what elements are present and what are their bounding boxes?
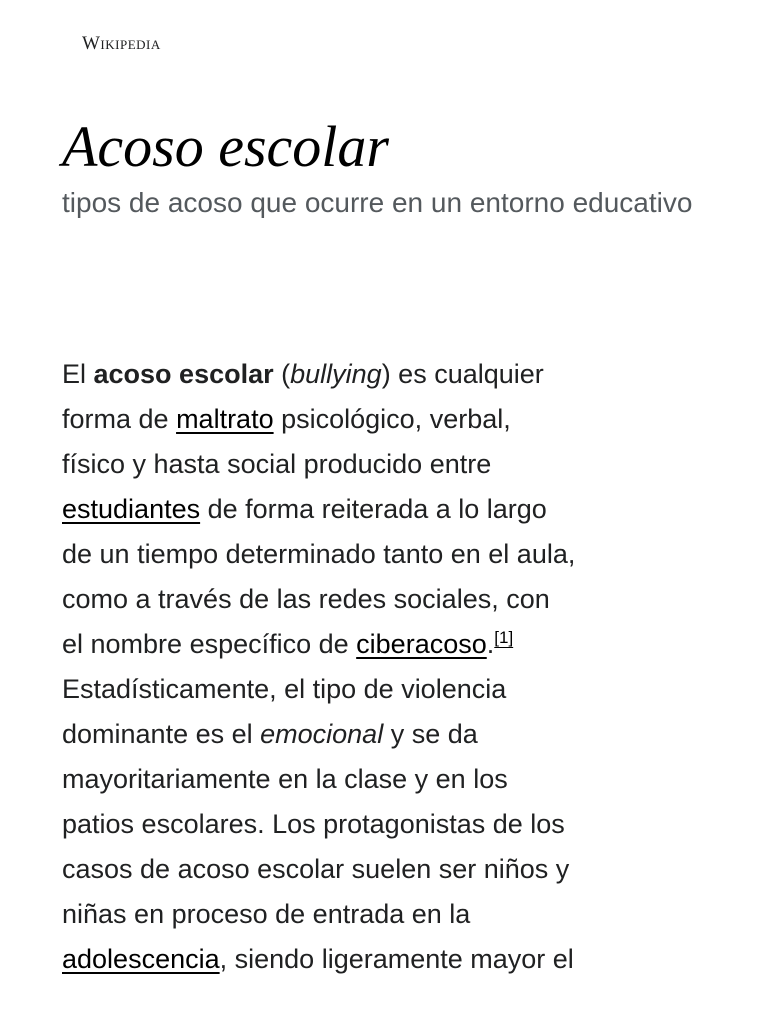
text-run: , siendo ligeramente mayor el	[219, 944, 574, 974]
paragraph-line: Estadísticamente, el tipo de violencia	[62, 674, 507, 704]
italic-term: emocional	[260, 719, 384, 749]
paragraph-line: de un tiempo determinado tanto en el aula,	[62, 539, 576, 569]
text-run: El	[62, 359, 94, 389]
text-run: y se da	[383, 719, 478, 749]
text-run: psicológico, verbal,	[273, 404, 511, 434]
paragraph-line: mayoritariamente en la clase y en los	[62, 764, 508, 794]
text-run: forma de	[62, 404, 177, 434]
paragraph-line	[62, 712, 722, 757]
italic-term: bullying	[290, 359, 382, 389]
bold-term: acoso escolar	[93, 359, 274, 389]
page-title: Acoso escolar	[62, 114, 389, 179]
link-adolescencia[interactable]: adolescencia	[62, 944, 220, 974]
reference-link-1[interactable]: [1]	[494, 628, 514, 647]
text-run: dominante es el	[62, 719, 261, 749]
paragraph-line	[62, 352, 722, 397]
text-run: ) es cualquier	[381, 359, 544, 389]
paragraph-line: niñas en proceso de entrada en la	[62, 899, 471, 929]
paragraph-line	[62, 622, 722, 667]
paragraph-line	[62, 937, 722, 982]
reference-superscript	[494, 628, 513, 647]
text-run: (	[273, 359, 291, 389]
paragraph-line: físico y hasta social producido entre	[62, 449, 492, 479]
intro-paragraph	[62, 352, 722, 982]
wikipedia-logo[interactable]: Wikipedia	[82, 33, 161, 54]
text-run: .	[486, 629, 495, 659]
link-maltrato[interactable]: maltrato	[176, 404, 274, 434]
paragraph-line	[62, 397, 722, 442]
paragraph-line: patios escolares. Los protagonistas de los	[62, 809, 565, 839]
paragraph-line	[62, 487, 722, 532]
text-run: el nombre específico de	[62, 629, 357, 659]
link-ciberacoso[interactable]: ciberacoso	[356, 629, 487, 659]
paragraph-line: casos de acoso escolar suelen ser niños y	[62, 854, 570, 884]
link-estudiantes[interactable]: estudiantes	[62, 494, 201, 524]
paragraph-line: como a través de las redes sociales, con	[62, 584, 550, 614]
text-run: de forma reiterada a lo largo	[200, 494, 547, 524]
page-description: tipos de acoso que ocurre en un entorno educativo	[62, 187, 693, 218]
